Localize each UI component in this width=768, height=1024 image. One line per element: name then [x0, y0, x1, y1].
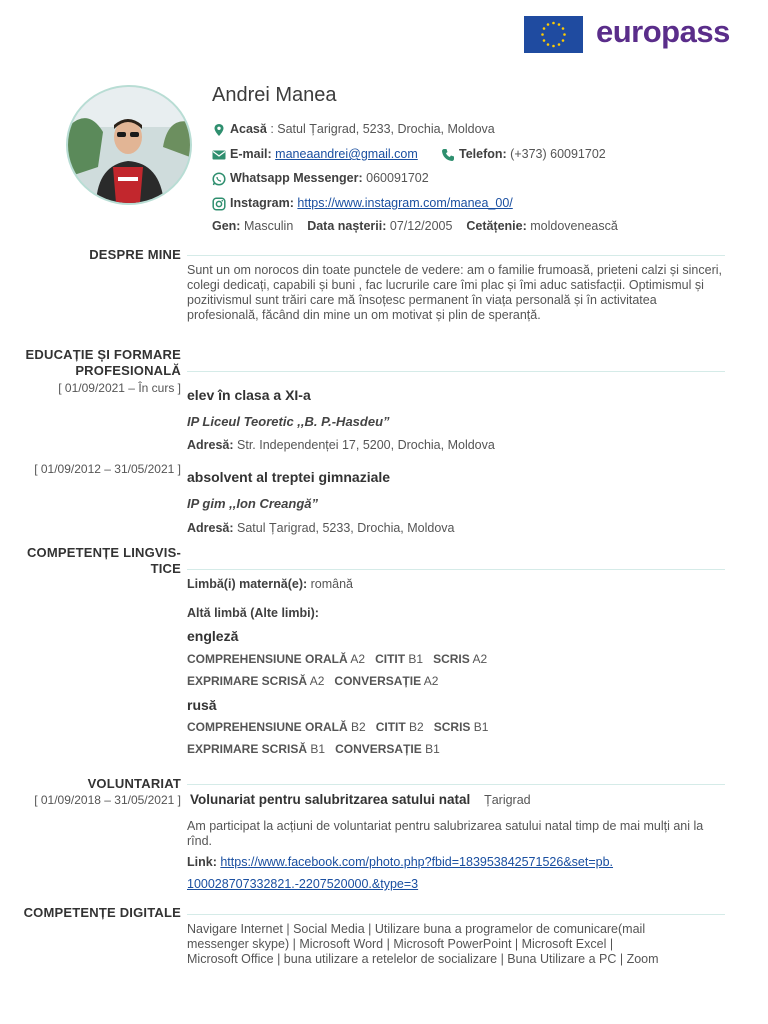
- section-divider: [187, 914, 725, 915]
- volunteer-role: Volunariat pentru salubritzarea satului natal Țarigrad: [190, 792, 531, 807]
- whatsapp-value: 060091702: [362, 171, 429, 185]
- language-levels-row: COMPREHENSIUNE ORALĂ A2 CITIT B1 SCRIS A2: [187, 652, 488, 666]
- education-address-value: Satul Țarigrad, 5233, Drochia, Moldova: [233, 521, 455, 535]
- digital-skills-line: Navigare Internet | Social Media | Utilizare buna a programelor de comunicare(mail: [187, 922, 646, 936]
- language-levels-row: COMPREHENSIUNE ORALĂ B2 CITIT B2 SCRIS B1: [187, 720, 489, 734]
- email-icon: [212, 148, 226, 162]
- education-address-value: Str. Independenței 17, 5200, Drochia, Moldova: [233, 438, 495, 452]
- education-address-label: Adresă:: [187, 438, 234, 452]
- education-address-label: Adresă:: [187, 521, 234, 535]
- digital-skills-line: messenger skype) | Microsoft Word | Microsoft PowerPoint | Microsoft Excel |: [187, 937, 614, 951]
- phone-value: (+373) 60091702: [506, 147, 606, 161]
- eu-stars-icon: [524, 16, 583, 53]
- language-levels-row: EXPRIMARE SCRISĂ A2 CONVERSAȚIE A2: [187, 674, 439, 688]
- phone-line: [441, 147, 606, 161]
- volunteer-link-line: [187, 877, 418, 891]
- mother-tongue-label: Limbă(i) maternă(e):: [187, 577, 308, 591]
- birth-value: 07/12/2005: [386, 219, 453, 233]
- education-address: [187, 438, 495, 452]
- email-label: E-mail:: [230, 147, 272, 161]
- person-name: Andrei Manea: [212, 84, 337, 106]
- email-link[interactable]: maneaandrei@gmail.com: [275, 147, 418, 161]
- volunteer-link[interactable]: https://www.facebook.com/photo.php?fbid=183953842571526&set=pb.: [220, 855, 614, 869]
- section-title-languages-line2: TICE: [150, 561, 181, 576]
- education-school: IP gim ,,Ion Creangă”: [187, 496, 318, 511]
- education-date: [ 01/09/2012 – 31/05/2021 ]: [34, 462, 181, 476]
- education-title: elev în clasa a XI-a: [187, 387, 311, 403]
- section-title-digital: COMPETENȚE DIGITALE: [23, 905, 181, 920]
- eu-flag-logo: [524, 16, 583, 53]
- section-title-education-line1: EDUCAȚIE ȘI FORMARE: [25, 347, 181, 362]
- home-value: : Satul Țarigrad, 5233, Drochia, Moldova: [266, 122, 495, 136]
- mother-tongue-value: română: [307, 577, 354, 591]
- whatsapp-label: Whatsapp Messenger:: [230, 171, 363, 185]
- home-label: Acasă: [230, 122, 267, 136]
- volunteer-link-line: [187, 855, 613, 869]
- language-levels-row: EXPRIMARE SCRISĂ B1 CONVERSAȚIE B1: [187, 742, 440, 756]
- digital-skills-line: Microsoft Office | buna utilizare a retelelor de socializare | Buna Utilizare a PC | Zoom: [187, 952, 659, 966]
- phone-icon: [441, 148, 455, 162]
- europass-logo-text: europass: [596, 14, 730, 49]
- email-line: [212, 147, 418, 161]
- phone-label: Telefon:: [459, 147, 507, 161]
- language-name: engleză: [187, 628, 239, 644]
- education-date: [ 01/09/2021 – În curs ]: [58, 381, 181, 395]
- instagram-icon: [212, 197, 226, 211]
- citizenship-value: moldovenească: [526, 219, 618, 233]
- section-title-about: DESPRE MINE: [89, 247, 181, 262]
- citizenship-label: Cetățenie:: [466, 219, 527, 233]
- instagram-label: Instagram:: [230, 196, 294, 210]
- personal-details-line: [212, 219, 618, 233]
- location-pin-icon: [212, 123, 226, 137]
- section-title-languages: [27, 545, 181, 577]
- section-title-languages-line1: COMPETENȚE LINGVIS-: [26, 545, 181, 560]
- education-title: absolvent al treptei gimnaziale: [187, 469, 391, 485]
- section-divider: [187, 255, 725, 256]
- other-languages-label: Altă limbă (Alte limbi):: [187, 606, 319, 620]
- volunteer-date: [ 01/09/2018 – 31/05/2021 ]: [34, 793, 181, 807]
- section-divider: [187, 784, 725, 785]
- avatar: [66, 85, 192, 205]
- home-address-line: [212, 122, 495, 136]
- section-divider: [187, 569, 725, 570]
- volunteer-description: Am participat la acțiuni de voluntariat pentru salubrizarea satului natal timp de mai mulți ani la rînd.: [187, 819, 704, 848]
- section-divider: [187, 371, 725, 372]
- birth-label: Data nașterii:: [307, 219, 387, 233]
- instagram-line: [212, 196, 513, 210]
- whatsapp-icon: [212, 172, 226, 186]
- section-title-education-line2: PROFESIONALĂ: [75, 363, 181, 378]
- section-title-education: [26, 347, 181, 379]
- gender-label: Gen:: [212, 219, 241, 233]
- volunteer-place: Țarigrad: [484, 793, 531, 807]
- volunteer-link-label: Link:: [187, 855, 217, 869]
- instagram-link[interactable]: https://www.instagram.com/manea_00/: [297, 196, 513, 210]
- language-name: rusă: [187, 697, 217, 713]
- mother-tongue: [187, 577, 353, 591]
- education-school: IP Liceul Teoretic ,,B. P.-Hasdeu”: [187, 414, 390, 429]
- about-text: Sunt un om norocos din toate punctele de vedere: am o familie frumoasă, prieteni calzi și sinceri, colegi dedicați, capabili și buni , fac lucrurile care îmi plac și îmi aduc satisfacții. Optimismul și pozitivismul sunt trăiri care mă însoțesc permanent în viața personală și în activitatea profesională, făcând din mine un om motivat și plin de speranță.: [187, 263, 722, 322]
- section-title-volunteer: VOLUNTARIAT: [87, 776, 181, 791]
- volunteer-link-continuation[interactable]: 100028707332821.-2207520000.&type=3: [187, 877, 419, 891]
- gender-value: Masculin: [240, 219, 294, 233]
- education-address: [187, 521, 455, 535]
- whatsapp-line: [212, 171, 429, 185]
